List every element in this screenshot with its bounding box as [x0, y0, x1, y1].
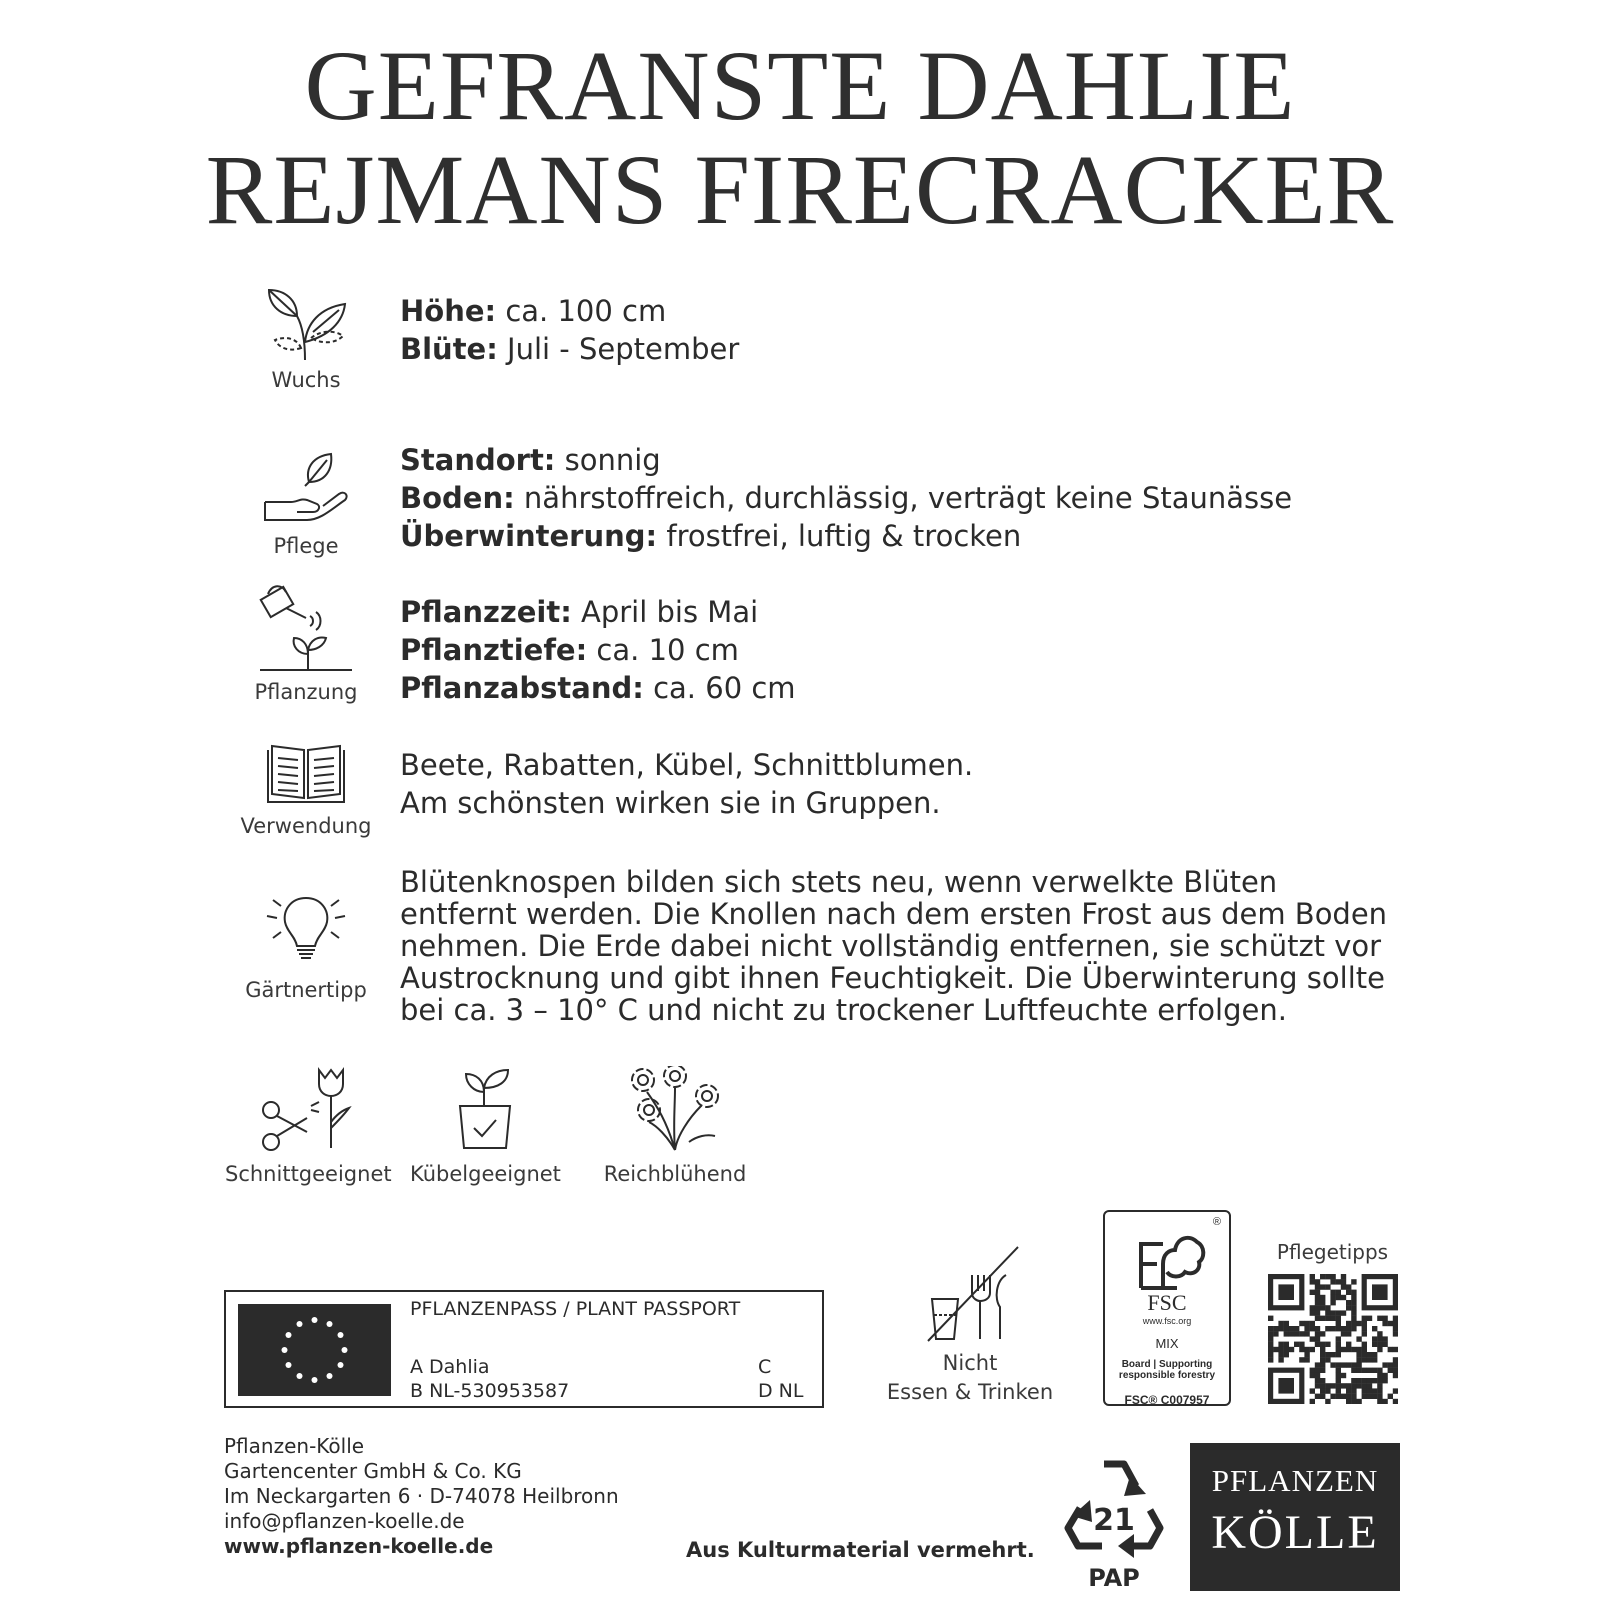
- verwendung-line: Beete, Rabatten, Kübel, Schnittblumen.: [400, 748, 974, 782]
- fsc-claim-1: Board | Supporting: [1121, 1359, 1213, 1370]
- pflege-icon-group: [236, 450, 376, 558]
- passport-d: D NL: [758, 1380, 804, 1402]
- info-row: [400, 292, 739, 330]
- info-row: [400, 593, 796, 631]
- feature-label: Schnittgeeignet: [225, 1162, 392, 1186]
- address-line: Pflanzen-Kölle: [224, 1434, 365, 1458]
- product-title-line-2: REJMANS FIRECRACKER: [205, 134, 1395, 245]
- recycling-mark: [1064, 1450, 1164, 1600]
- plant-growth-icon: [261, 282, 351, 362]
- verwendung-line: Am schönsten wirken sie in Gruppen.: [400, 786, 941, 820]
- info-key: Pflanztiefe:: [400, 633, 588, 667]
- gaertnertipp-icon-group: [236, 894, 376, 1002]
- verwendung-info: [400, 746, 973, 822]
- qr-label: Pflegetipps: [1276, 1240, 1389, 1264]
- feature-kuebelgeeignet: [410, 1066, 560, 1186]
- eu-stars-icon: [238, 1304, 391, 1396]
- wuchs-info: [400, 292, 739, 368]
- fsc-registered-mark: ®: [1212, 1216, 1221, 1228]
- no-food-drink-icon: [920, 1245, 1020, 1345]
- pflanzung-icon-group: [236, 584, 376, 704]
- info-key: Überwinterung:: [400, 519, 658, 553]
- address-email: info@pflanzen-koelle.de: [224, 1509, 465, 1533]
- brand-logo: [1190, 1443, 1400, 1591]
- fsc-site: www.fsc.org: [1142, 1316, 1192, 1326]
- recycling-triangle-icon: [1064, 1450, 1164, 1600]
- brand-line-2: KÖLLE: [1211, 1506, 1379, 1559]
- passport-c: C: [758, 1356, 772, 1378]
- info-key: Pflanzzeit:: [400, 595, 572, 629]
- verwendung-icon-group: [236, 744, 376, 838]
- fsc-claim-2: responsible forestry: [1118, 1370, 1216, 1381]
- feature-label: Reichblühend: [603, 1162, 747, 1186]
- info-value: ca. 100 cm: [496, 294, 667, 328]
- pflanzung-info: [400, 593, 796, 707]
- feature-schnittgeeignet: [225, 1066, 392, 1186]
- info-value: ca. 10 cm: [587, 633, 739, 667]
- company-address: [224, 1434, 619, 1559]
- scissors-tulip-icon: [257, 1066, 353, 1152]
- qr-code[interactable]: [1268, 1274, 1398, 1404]
- info-key: Standort:: [400, 443, 556, 477]
- fsc-code: FSC® C007957: [1124, 1393, 1210, 1407]
- lightbulb-icon: [261, 894, 351, 964]
- not-edible-warning: [880, 1245, 1060, 1407]
- flower-bunch-icon: [627, 1066, 723, 1152]
- info-key: Blüte:: [400, 332, 498, 366]
- warning-line-2: Essen & Trinken: [886, 1380, 1054, 1404]
- passport-b: B NL-530953587: [410, 1380, 570, 1402]
- info-row: [400, 479, 1292, 517]
- verwendung-label: Verwendung: [240, 814, 372, 838]
- gaertnertipp-text: Blütenknospen bilden sich stets neu, wenn verwelkte Blüten entfernt werden. Die Knollen nach dem ersten Frost aus dem Boden nehmen. Die Erde dabei nicht vollständig entfernen, sie schützt vor Austrocknung und gibt ihnen Feuchtigkeit. Die Überwinterung sollte bei ca. 3 – 10° C und nicht zu trockener Luftfeuchte erfolgen.: [400, 865, 1388, 1027]
- plant-passport: [224, 1290, 824, 1408]
- info-value: April bis Mai: [571, 595, 759, 629]
- address-line: Gartencenter GmbH & Co. KG: [224, 1459, 522, 1483]
- info-row: [400, 669, 796, 707]
- info-row: [400, 330, 739, 368]
- fsc-tree-icon: [1127, 1224, 1207, 1290]
- passport-heading: PFLANZENPASS / PLANT PASSPORT: [410, 1298, 741, 1320]
- feature-label: Kübelgeeignet: [410, 1162, 561, 1186]
- potted-plant-icon: [450, 1066, 520, 1152]
- info-value: nährstoffreich, durchlässig, verträgt keine Staunässe: [514, 481, 1293, 515]
- info-key: Boden:: [400, 481, 515, 515]
- info-value: frostfrei, luftig & trocken: [657, 519, 1022, 553]
- info-key: Höhe:: [400, 294, 497, 328]
- passport-a: A Dahlia: [410, 1356, 490, 1378]
- fsc-name: FSC: [1147, 1290, 1187, 1315]
- info-row: [400, 517, 1292, 555]
- wuchs-label: Wuchs: [271, 368, 341, 392]
- recycling-number: 21: [1093, 1503, 1135, 1538]
- watering-can-icon: [258, 584, 354, 674]
- pflege-label: Pflege: [273, 534, 339, 558]
- open-book-icon: [264, 744, 348, 808]
- info-key: Pflanzabstand:: [400, 671, 644, 705]
- info-value: ca. 60 cm: [643, 671, 796, 705]
- eu-flag-icon: [238, 1304, 391, 1396]
- recycling-code: PAP: [1088, 1564, 1140, 1592]
- fsc-label: [1103, 1210, 1231, 1406]
- brand-line-1: PFLANZEN: [1211, 1463, 1379, 1498]
- feature-reichbluehend: [600, 1066, 750, 1186]
- gaertnertipp-label: Gärtnertipp: [245, 978, 367, 1002]
- wuchs-icon-group: [236, 282, 376, 392]
- info-row: [400, 441, 1292, 479]
- warning-line-1: Nicht: [942, 1351, 998, 1375]
- product-title-line-1: GEFRANSTE DAHLIE: [304, 30, 1296, 141]
- qr-section: [1265, 1240, 1400, 1408]
- info-value: Juli - September: [497, 332, 740, 366]
- address-website: www.pflanzen-koelle.de: [224, 1534, 494, 1558]
- info-value: sonnig: [555, 443, 661, 477]
- pflanzung-label: Pflanzung: [254, 680, 358, 704]
- hand-leaf-icon: [261, 450, 351, 528]
- fsc-mix: MIX: [1155, 1336, 1179, 1351]
- propagation-note: Aus Kulturmaterial vermehrt.: [686, 1538, 1035, 1562]
- address-line: Im Neckargarten 6 · D-74078 Heilbronn: [224, 1484, 619, 1508]
- pflege-info: [400, 441, 1292, 555]
- info-row: [400, 631, 796, 669]
